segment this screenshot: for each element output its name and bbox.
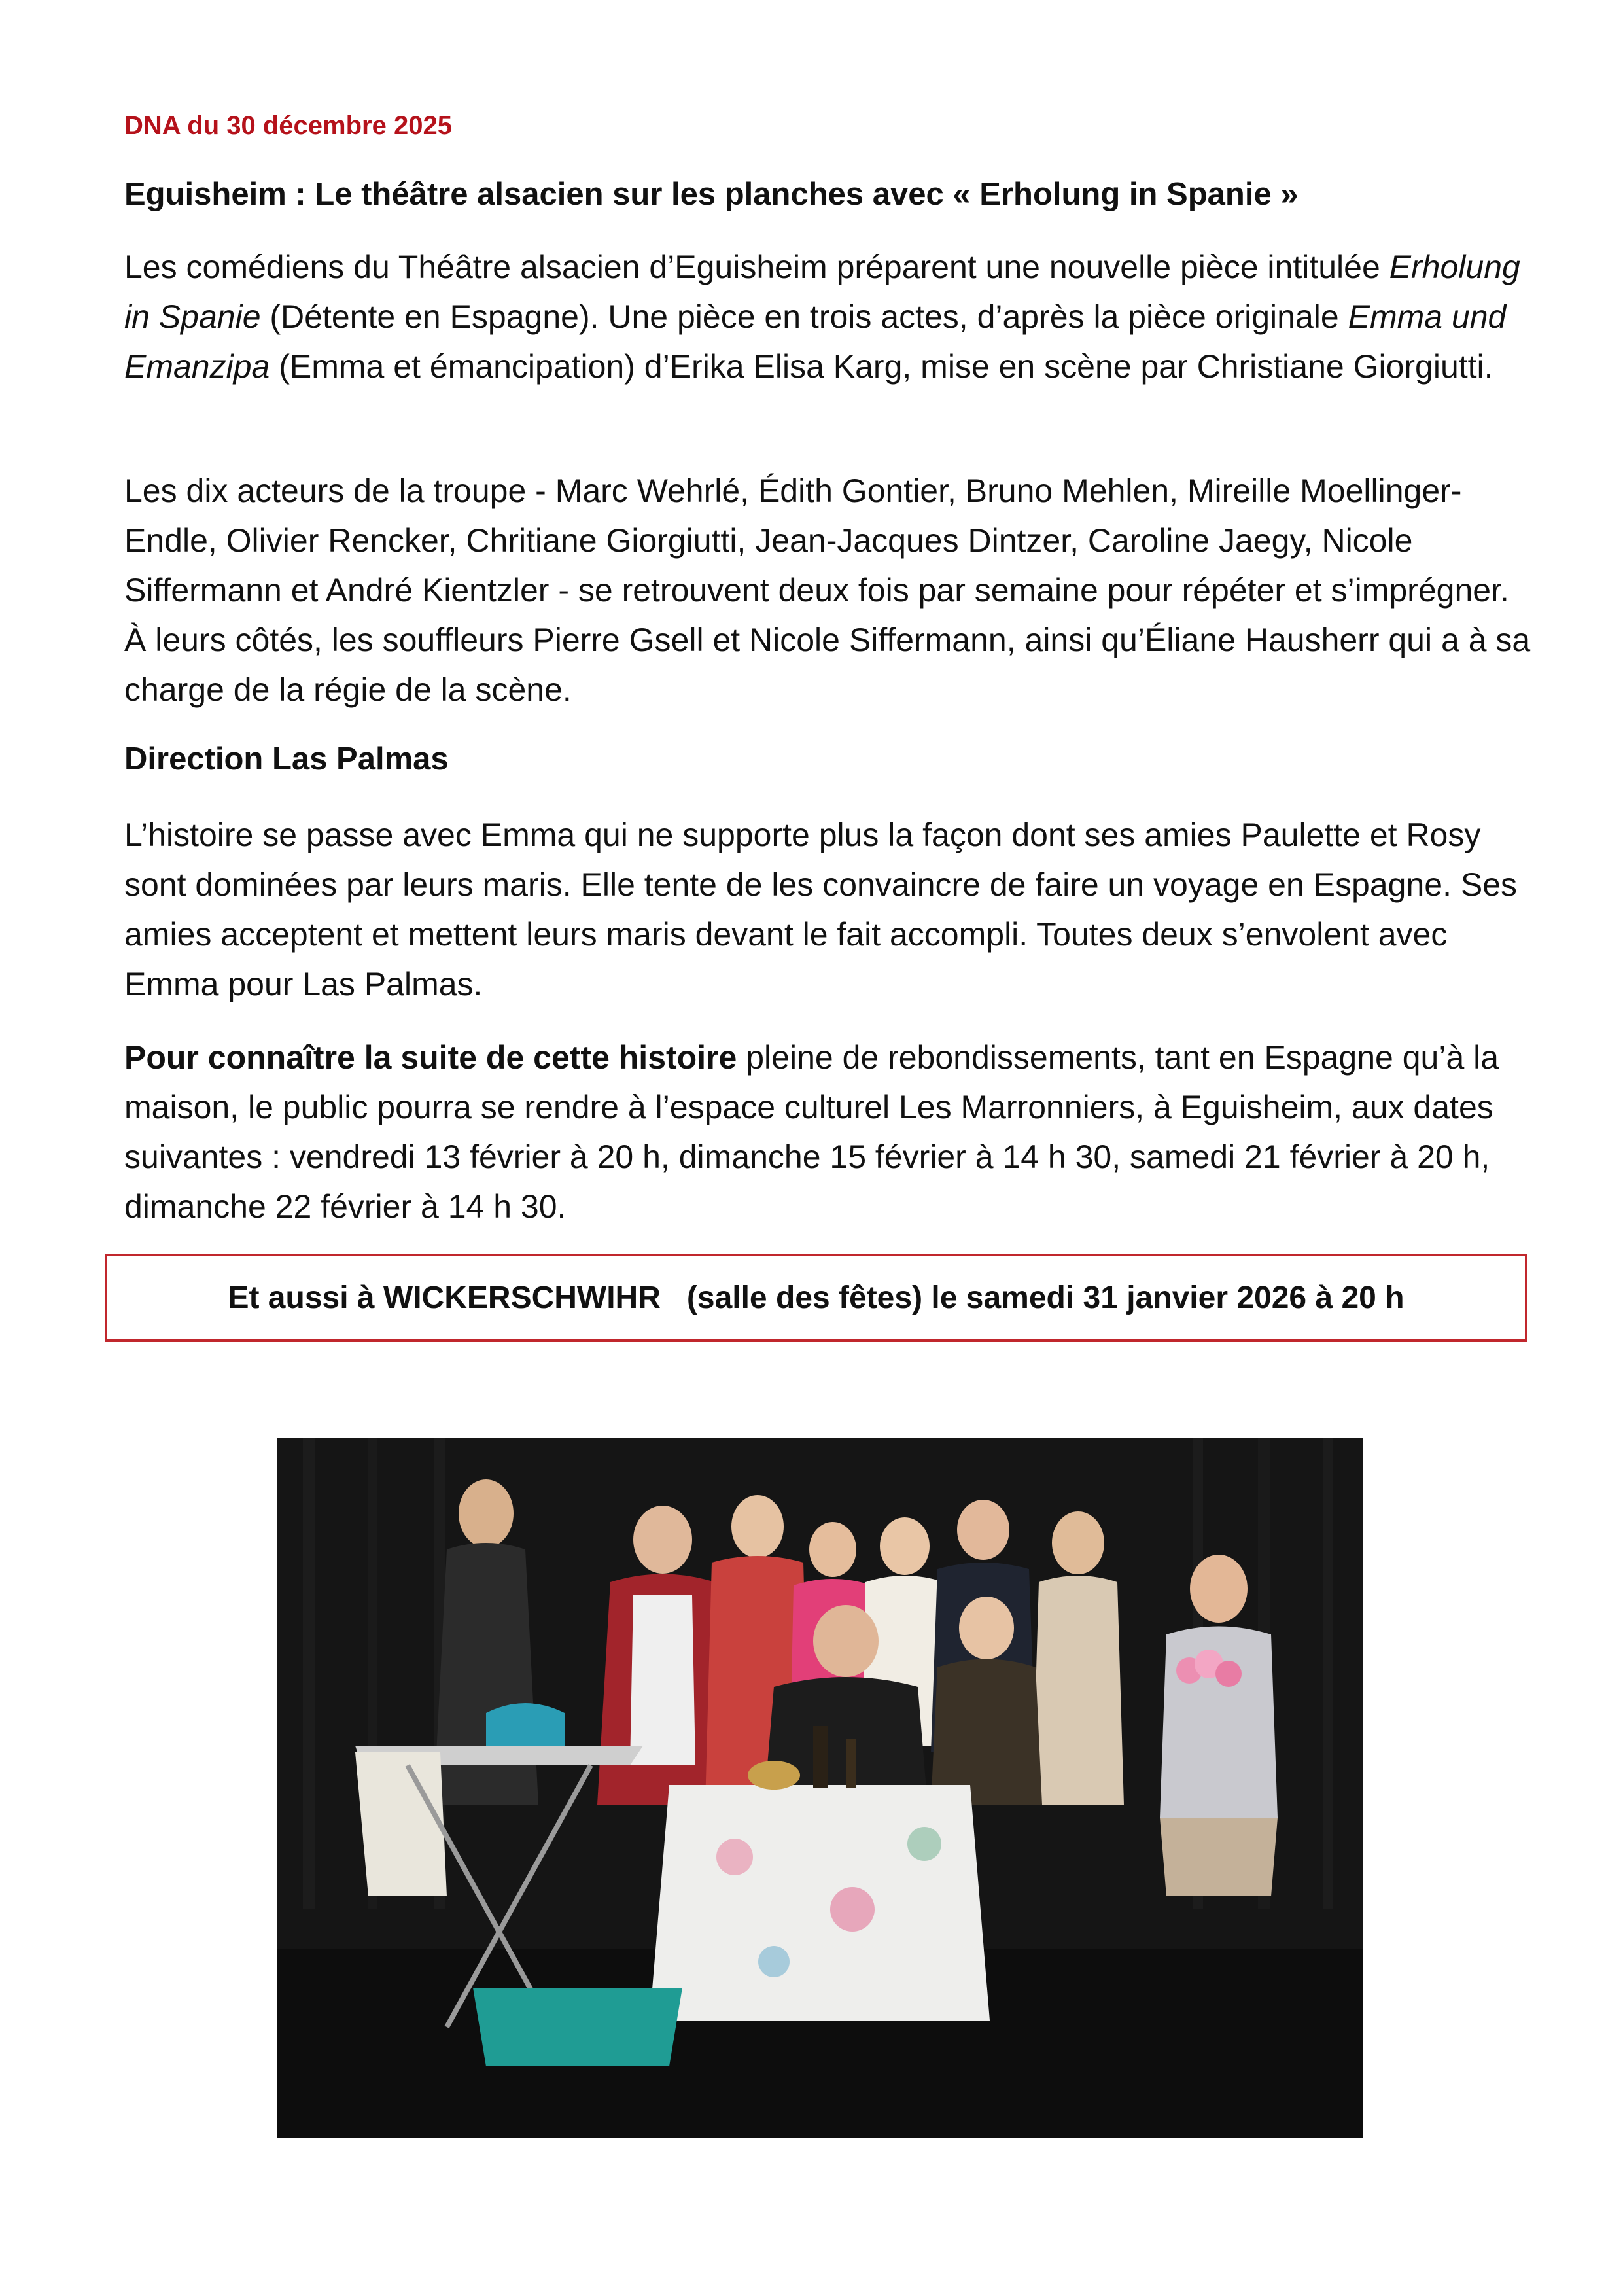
text-run: (Détente en Espagne). Une pièce en trois actes, d’après la pièce originale <box>260 298 1348 335</box>
section-subheading: Direction Las Palmas <box>124 741 449 777</box>
original-title-italic: Emma und Emanzipa <box>124 298 1507 385</box>
article-headline: Eguisheim : Le théâtre alsacien sur les planches avec « Erholung in Spanie » <box>124 177 1299 212</box>
paragraph-story: L’histoire se passe avec Emma qui ne supporte plus la façon dont ses amies Paulette et Rosy sont dominées par leurs maris. Elle tente de les convaincre de faire un voyage en Espagne. Ses amies acceptent et mettent leurs maris devant le fait accompli. Toutes deux s’envolent avec Emma pour Las Palmas. <box>124 817 1518 1002</box>
text-run: Les comédiens du Théâtre alsacien d’Eguisheim préparent une nouvelle pièce intitulée <box>124 249 1389 285</box>
text-run: pleine de rebondissements, tant en Espagne qu’à la maison, le public pourra se rendre à l’espace culturel Les Marronniers, à Eguisheim, aux dates suivantes : vendredi 13 février à 20 h, dimanche 15 février à 14 h 30, samedi 21 février à 20 h, dimanche 22 février à 14 h 30. <box>124 1039 1499 1225</box>
troupe-photo <box>277 1438 1363 2138</box>
extra-performance-text: Et aussi à WICKERSCHWIHR (salle des fêtes) le samedi 31 janvier 2026 à 20 h <box>228 1280 1405 1315</box>
troupe-photo-illustration <box>277 1438 1363 2138</box>
paragraph-intro <box>124 242 1531 391</box>
extra-performance-box <box>105 1254 1527 1342</box>
bold-lead-in: Pour connaître la suite de cette histoire <box>124 1039 737 1076</box>
play-title-italic: Erholung in Spanie <box>124 249 1520 335</box>
source-date-line: DNA du 30 décembre 2025 <box>124 111 452 140</box>
text-run: (Emma et émancipation) d’Erika Elisa Karg, mise en scène par Christiane Giorgiutti. <box>270 348 1493 385</box>
paragraph-dates <box>124 1033 1531 1231</box>
paragraph-cast: Les dix acteurs de la troupe - Marc Wehrlé, Édith Gontier, Bruno Mehlen, Mireille Moellinger-Endle, Olivier Rencker, Chritiane Giorgiutti, Jean-Jacques Dintzer, Caroline Jaegy, Nicole Siffermann et André Kientzler - se retrouvent deux fois par semaine pour répéter et s’imprégner. À leurs côtés, les souffleurs Pierre Gsell et Nicole Siffermann, ainsi qu’Éliane Hausherr qui a à sa charge de la régie de la scène. <box>124 472 1531 708</box>
